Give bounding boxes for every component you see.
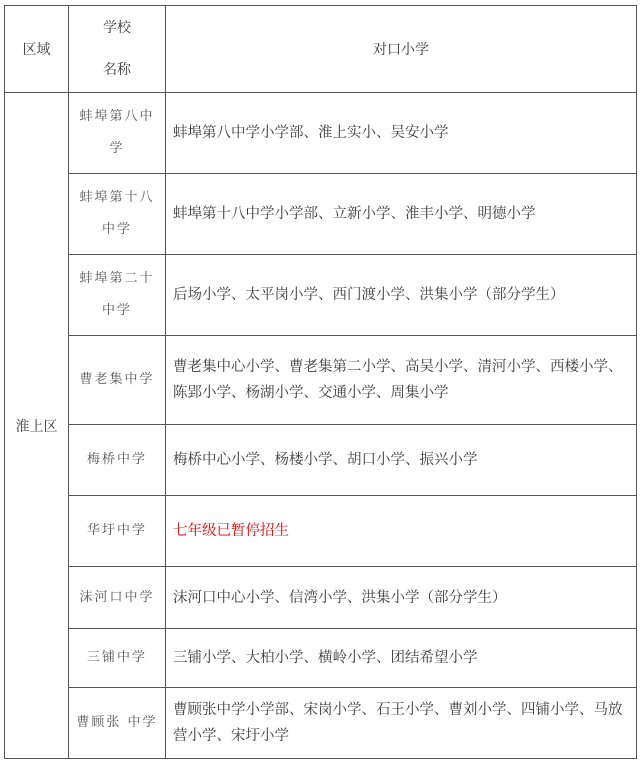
header-school xyxy=(69,6,166,93)
table-row xyxy=(5,688,637,759)
header-school-line1: 学校 xyxy=(103,20,131,36)
district-cell: 淮上区 xyxy=(5,93,69,759)
school-name: 梅桥中学 xyxy=(69,425,166,496)
school-name: 蚌埠第十八中学 xyxy=(69,174,166,255)
table-row xyxy=(5,425,637,496)
header-row xyxy=(5,6,637,93)
school-name: 沫河口中学 xyxy=(69,567,166,629)
header-school-line2: 名称 xyxy=(103,62,131,78)
table-row xyxy=(5,174,637,255)
school-name: 华圩中学 xyxy=(69,496,166,567)
table-row xyxy=(5,567,637,629)
feeder-schools: 沫河口中心小学、信湾小学、洪集小学（部分学生） xyxy=(166,567,637,629)
feeder-schools-notice: 七年级已暂停招生 xyxy=(166,496,637,567)
school-name: 三铺中学 xyxy=(69,629,166,688)
header-feeders: 对口小学 xyxy=(166,6,637,93)
feeder-schools: 蚌埠第八中学小学部、淮上实小、吴安小学 xyxy=(166,93,637,174)
table-row xyxy=(5,93,637,174)
table-row xyxy=(5,629,637,688)
table-row xyxy=(5,336,637,425)
school-name: 蚌埠第二十中学 xyxy=(69,255,166,336)
feeder-schools: 曹老集中心小学、曹老集第二小学、高吴小学、清河小学、西楼小学、陈郢小学、杨湖小学、交通小学、周集小学 xyxy=(166,336,637,425)
school-name: 蚌埠第八中学 xyxy=(69,93,166,174)
feeder-schools: 蚌埠第十八中学小学部、立新小学、淮丰小学、明德小学 xyxy=(166,174,637,255)
feeder-schools: 三铺小学、大柏小学、横岭小学、团结希望小学 xyxy=(166,629,637,688)
school-feeder-table xyxy=(4,5,637,759)
school-name: 曹顾张 中学 xyxy=(69,688,166,759)
table-row xyxy=(5,255,637,336)
table-row xyxy=(5,496,637,567)
header-district: 区域 xyxy=(5,6,69,93)
school-name: 曹老集中学 xyxy=(69,336,166,425)
feeder-schools: 梅桥中心小学、杨楼小学、胡口小学、振兴小学 xyxy=(166,425,637,496)
feeder-schools: 曹顾张中学小学部、宋岗小学、石王小学、曹刘小学、四铺小学、马放营小学、宋圩小学 xyxy=(166,688,637,759)
feeder-schools: 后场小学、太平岗小学、西门渡小学、洪集小学（部分学生） xyxy=(166,255,637,336)
